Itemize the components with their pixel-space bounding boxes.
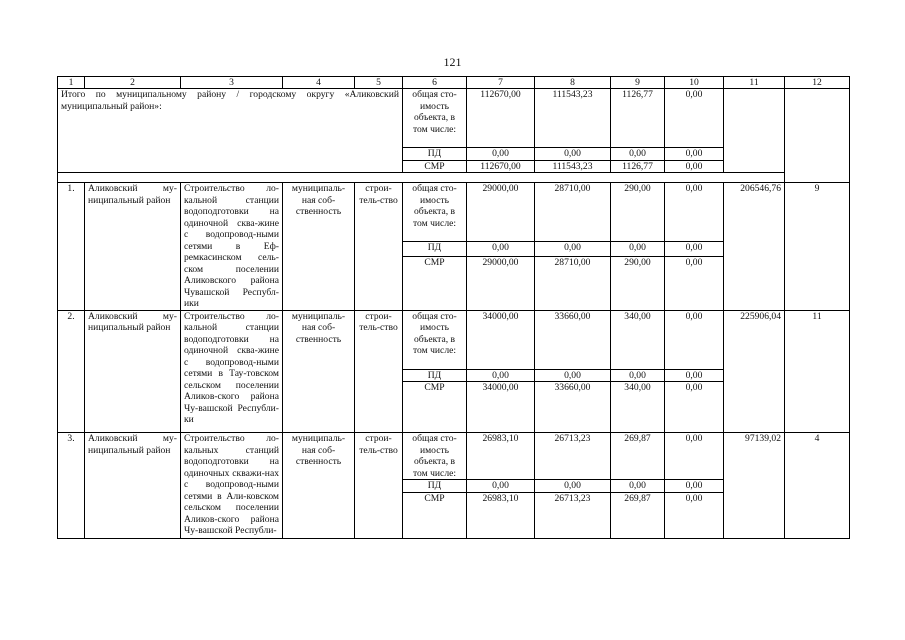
pd-value: 0,00 — [665, 369, 724, 382]
row-number: 2. — [58, 310, 85, 433]
work-type-cell: строи-тель-ство — [355, 310, 403, 433]
spacer-cell — [58, 173, 785, 183]
smr-value: 0,00 — [665, 492, 724, 538]
col11-cell: 97139,02 — [724, 433, 785, 539]
header-cell: 7 — [467, 77, 535, 89]
smr-value: 26713,23 — [535, 492, 611, 538]
smr-value: 0,00 — [665, 382, 724, 433]
pd-value: 0,00 — [467, 480, 535, 493]
pd-value: 0,00 — [467, 242, 535, 257]
smr-value: 26983,10 — [467, 492, 535, 538]
smr-value: 28710,00 — [535, 256, 611, 310]
value-cell: 340,00 — [611, 310, 665, 369]
object-name-cell: Строительство ло-кальной станции водоподготовки на одиночной сква-жине с водопровод-ными сетями в Еф-ремкасинском сель-ском поселении Аликовского района Чувашской Республ-ики — [181, 183, 283, 311]
object-name-cell: Строительство ло-кальной станции водоподготовки на одиночной сква-жине с водопровод-ными сетями в Тау-товском сельском поселении Аликов-ского района Чу-вашской Республи-ки — [181, 310, 283, 433]
smr-label: СМР — [403, 492, 467, 538]
header-cell: 3 — [181, 77, 283, 89]
value-cell: 269,87 — [611, 433, 665, 480]
col12-cell: 9 — [785, 183, 850, 311]
pd-label: ПД — [403, 480, 467, 493]
header-cell: 1 — [58, 77, 85, 89]
smr-value: 0,00 — [665, 160, 724, 173]
total-value: 0,00 — [665, 89, 724, 148]
col11-cell: 206546,76 — [724, 183, 785, 311]
pd-value: 0,00 — [467, 369, 535, 382]
header-cell: 5 — [355, 77, 403, 89]
value-cell: 26713,23 — [535, 433, 611, 480]
smr-value: 112670,00 — [467, 160, 535, 173]
header-cell: 10 — [665, 77, 724, 89]
pd-value: 0,00 — [611, 480, 665, 493]
ownership-cell: муниципаль-ная соб-ственность — [283, 310, 355, 433]
value-cell: 34000,00 — [467, 310, 535, 369]
pd-value: 0,00 — [665, 148, 724, 161]
value-cell: 33660,00 — [535, 310, 611, 369]
smr-value: 269,87 — [611, 492, 665, 538]
total-col12 — [785, 89, 850, 183]
district-cell: Аликовский му-ниципальный район — [85, 310, 181, 433]
district-cell: Аликовский му-ниципальный район — [85, 433, 181, 539]
smr-value: 0,00 — [665, 256, 724, 310]
row-number: 3. — [58, 433, 85, 539]
total-value: 111543,23 — [535, 89, 611, 148]
object-name-cell: Строительство ло-кальных станций водоподготовки на одиночных скважи-нах с водопровод-ными сетями в Али-ковском сельском поселении Аликов-ского района Чу-вашской Республи- — [181, 433, 283, 539]
pd-value: 0,00 — [467, 148, 535, 161]
value-cell: 26983,10 — [467, 433, 535, 480]
header-cell: 11 — [724, 77, 785, 89]
pd-label: ПД — [403, 369, 467, 382]
total-cost-label: общая сто-имость объекта, в том числе: — [403, 89, 467, 148]
value-cell: 0,00 — [665, 433, 724, 480]
pd-value: 0,00 — [535, 148, 611, 161]
value-cell: 29000,00 — [467, 183, 535, 242]
spacer-row — [58, 173, 850, 183]
smr-value: 34000,00 — [467, 382, 535, 433]
smr-value: 33660,00 — [535, 382, 611, 433]
row-number: 1. — [58, 183, 85, 311]
pd-value: 0,00 — [611, 242, 665, 257]
value-cell: 0,00 — [665, 310, 724, 369]
value-cell: 0,00 — [665, 183, 724, 242]
total-col11 — [724, 89, 785, 173]
col11-cell: 225906,04 — [724, 310, 785, 433]
district-cell: Аликовский му-ниципальный район — [85, 183, 181, 311]
pd-value: 0,00 — [665, 242, 724, 257]
pd-value: 0,00 — [611, 369, 665, 382]
smr-label: СМР — [403, 160, 467, 173]
header-cell: 8 — [535, 77, 611, 89]
header-cell: 4 — [283, 77, 355, 89]
total-value: 112670,00 — [467, 89, 535, 148]
col12-cell: 4 — [785, 433, 850, 539]
pd-label: ПД — [403, 148, 467, 161]
pd-label: ПД — [403, 242, 467, 257]
header-cell: 12 — [785, 77, 850, 89]
total-row — [58, 89, 850, 148]
work-type-cell: строи-тель-ство — [355, 183, 403, 311]
work-type-cell: строи-тель-ство — [355, 433, 403, 539]
header-cell: 9 — [611, 77, 665, 89]
smr-value: 111543,23 — [535, 160, 611, 173]
total-label: Итого по муниципальному району / городскому округу «Аликовский муниципальный район»: — [58, 89, 403, 173]
smr-value: 340,00 — [611, 382, 665, 433]
pd-value: 0,00 — [611, 148, 665, 161]
cost-label: общая сто-имость объекта, в том числе: — [403, 183, 467, 242]
smr-label: СМР — [403, 382, 467, 433]
header-row — [58, 77, 850, 89]
pd-value: 0,00 — [665, 480, 724, 493]
value-cell: 28710,00 — [535, 183, 611, 242]
pd-value: 0,00 — [535, 480, 611, 493]
smr-value: 1126,77 — [611, 160, 665, 173]
total-value: 1126,77 — [611, 89, 665, 148]
smr-value: 29000,00 — [467, 256, 535, 310]
table-row — [58, 433, 850, 480]
pd-value: 0,00 — [535, 242, 611, 257]
table-row — [58, 310, 850, 369]
pd-value: 0,00 — [535, 369, 611, 382]
cost-label: общая сто-имость объекта, в том числе: — [403, 310, 467, 369]
ownership-cell: муниципаль-ная соб-ственность — [283, 433, 355, 539]
table-row — [58, 183, 850, 242]
header-cell: 6 — [403, 77, 467, 89]
page-number: 121 — [443, 55, 462, 69]
smr-value: 290,00 — [611, 256, 665, 310]
header-cell: 2 — [85, 77, 181, 89]
value-cell: 290,00 — [611, 183, 665, 242]
smr-label: СМР — [403, 256, 467, 310]
data-table — [57, 76, 850, 539]
ownership-cell: муниципаль-ная соб-ственность — [283, 183, 355, 311]
col12-cell: 11 — [785, 310, 850, 433]
cost-label: общая сто-имость объекта, в том числе: — [403, 433, 467, 480]
